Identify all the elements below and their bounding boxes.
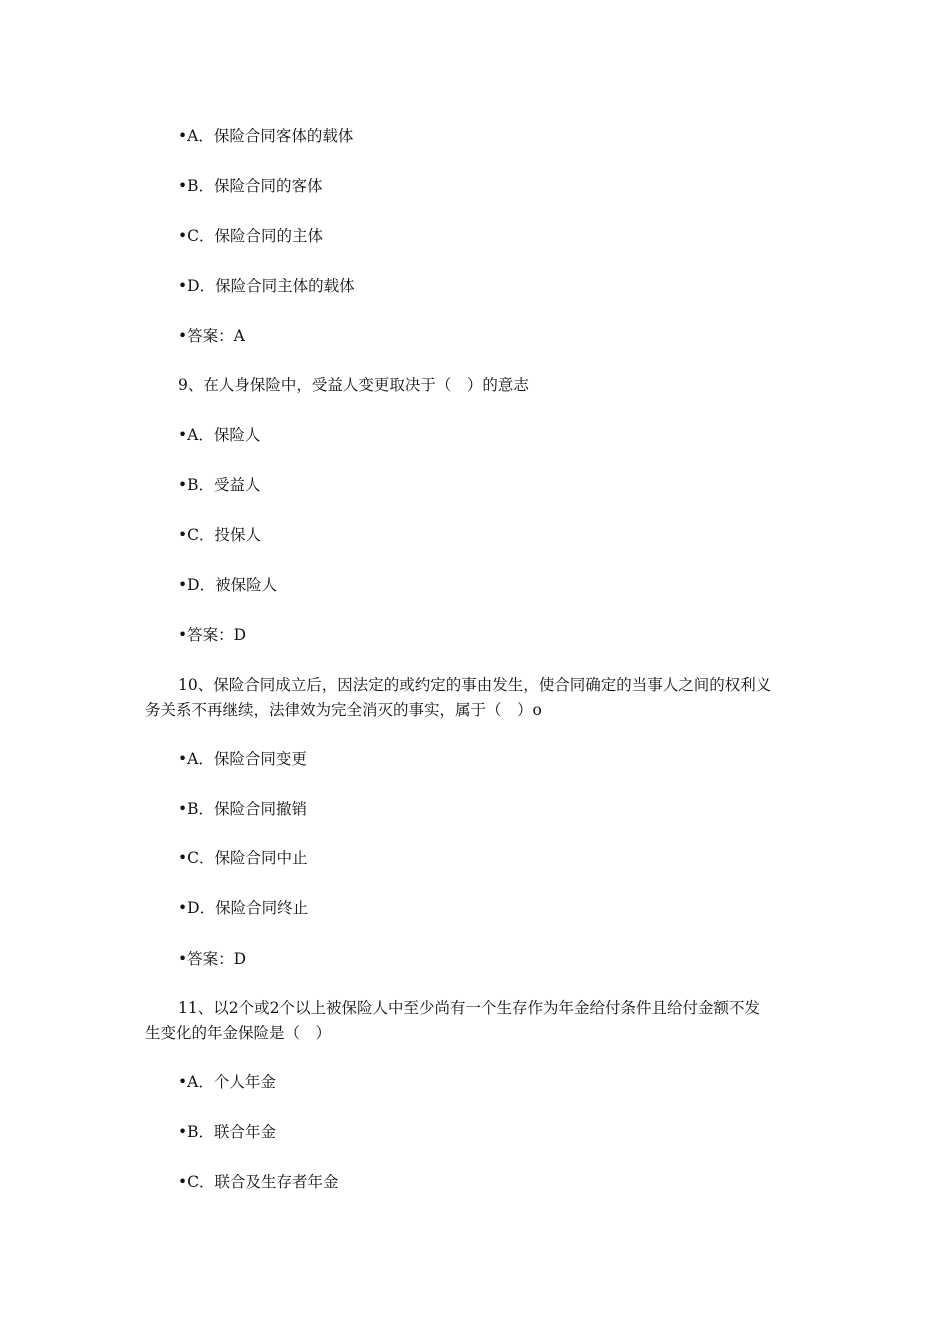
- option-d: •D．保险合同主体的载体: [178, 277, 355, 295]
- option-a: •A．个人年金: [178, 1073, 276, 1091]
- question-10-line-1: 10、保险合同成立后，因法定的或约定的事由发生，使合同确定的当事人之间的权利义: [178, 676, 772, 694]
- option-a: •A．保险合同客体的载体: [178, 127, 354, 145]
- option-c: •C．联合及生存者年金: [178, 1173, 339, 1191]
- answer-line: •答案：D: [178, 950, 247, 968]
- question-9: 9、在人身保险中，受益人变更取决于（ ）的意志: [178, 376, 529, 394]
- option-d: •D．被保险人: [178, 576, 278, 594]
- answer-line: •答案：A: [178, 327, 245, 345]
- question-10-line-2: 务关系不再继续，法律效为完全消灭的事实，属于（ ）o: [145, 701, 542, 719]
- option-d: •D．保险合同终止: [178, 899, 309, 917]
- question-11-line-2: 生变化的年金保险是（ ）: [145, 1024, 332, 1042]
- option-b: •B．受益人: [178, 476, 261, 494]
- option-b: •B．联合年金: [178, 1123, 277, 1141]
- option-b: •B．保险合同的客体: [178, 177, 323, 195]
- option-a: •A．保险人: [178, 426, 261, 444]
- option-c: •C．投保人: [178, 526, 262, 544]
- option-c: •C．保险合同中止: [178, 849, 308, 867]
- option-a: •A．保险合同变更: [178, 750, 307, 768]
- question-11-line-1: 11、以2个或2个以上被保险人中至少尚有一个生存作为年金给付条件且给付金额不发: [178, 999, 760, 1017]
- option-b: •B．保险合同撤销: [178, 800, 308, 818]
- answer-line: •答案：D: [178, 626, 247, 644]
- option-c: •C．保险合同的主体: [178, 227, 324, 245]
